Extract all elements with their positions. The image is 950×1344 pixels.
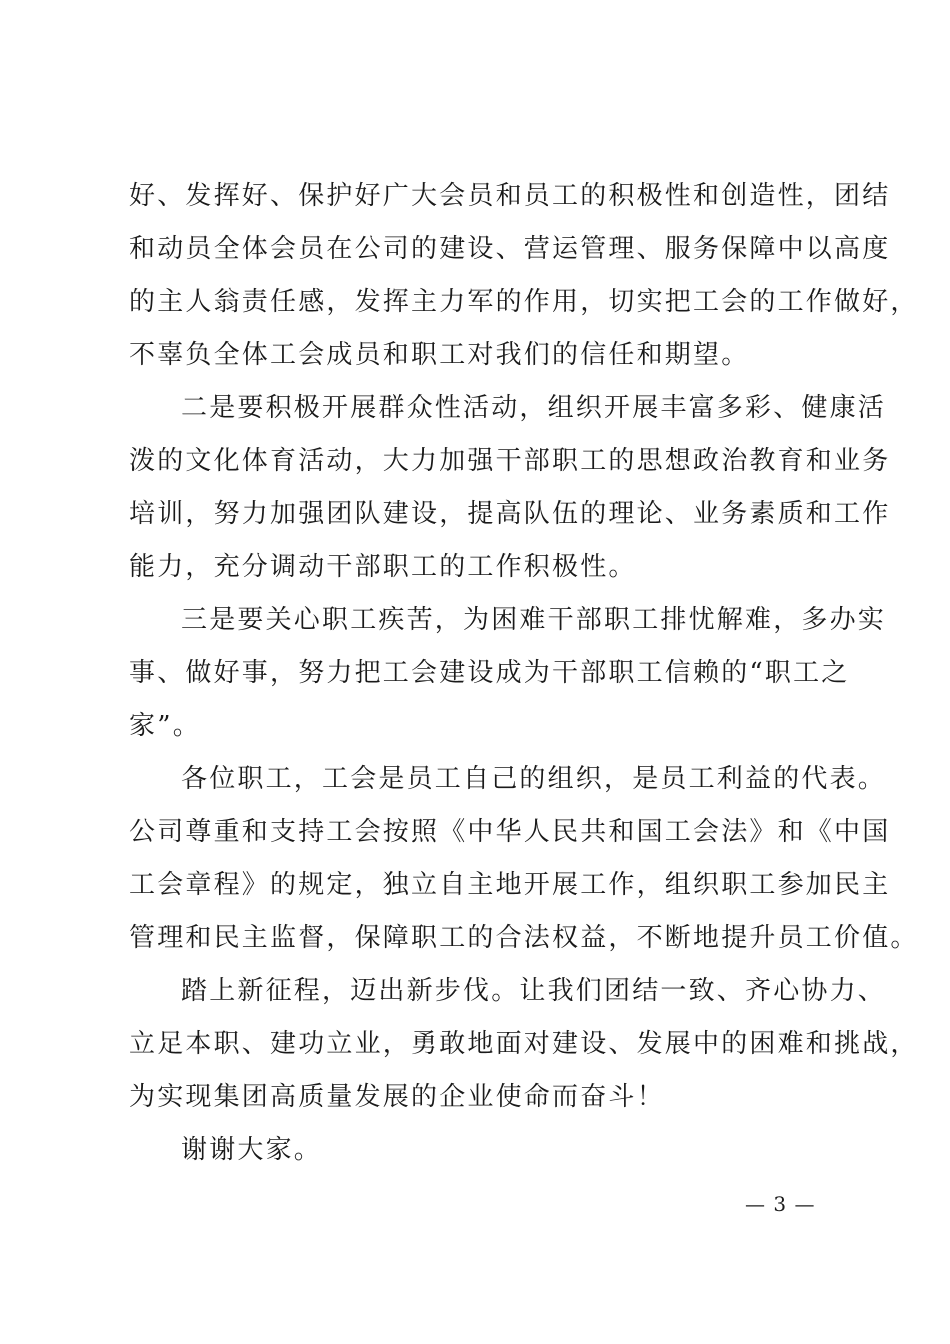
paragraph-4-line-4: 管理和民主监督，保障职工的合法权益，不断地提升员工价值。 (129, 923, 919, 953)
paragraph-1-line-2: 和动员全体会员在公司的建设、营运管理、服务保障中以高度 (129, 234, 891, 264)
paragraph-1-line-1: 好、发挥好、保护好广大会员和员工的积极性和创造性，团结 (129, 181, 891, 211)
paragraph-5-line-3: 为实现集团高质量发展的企业使命而奋斗！ (129, 1082, 665, 1112)
paragraph-3-line-2: 事、做好事，努力把工会建设成为干部职工信赖的“职工之 (129, 658, 850, 688)
paragraph-3-line-1: 三是要关心职工疾苦，为困难干部职工排忧解难，多办实 (181, 605, 887, 635)
paragraph-2-line-1: 二是要积极开展群众性活动，组织开展丰富多彩、健康活 (181, 393, 887, 423)
paragraph-4-line-1: 各位职工，工会是员工自己的组织，是员工利益的代表。 (181, 764, 887, 794)
paragraph-2-line-3: 培训，努力加强团队建设，提高队伍的理论、业务素质和工作 (129, 499, 891, 529)
paragraph-1-line-3: 的主人翁责任感，发挥主力军的作用，切实把工会的工作做好， (129, 287, 919, 317)
paragraph-2-line-4: 能力，充分调动干部职工的工作积极性。 (129, 552, 637, 582)
page-number: — 3 — (745, 1192, 816, 1216)
paragraph-5-line-2: 立足本职、建功立业，勇敢地面对建设、发展中的困难和挑战， (129, 1029, 919, 1059)
paragraph-3-line-3: 家”。 (129, 711, 201, 741)
paragraph-1-line-4: 不辜负全体工会成员和职工对我们的信任和期望。 (129, 340, 750, 370)
paragraph-4-line-2: 公司尊重和支持工会按照《中华人民共和国工会法》和《中国 (129, 817, 891, 847)
paragraph-5-line-1: 踏上新征程，迈出新步伐。让我们团结一致、齐心协力、 (181, 976, 887, 1006)
paragraph-2-line-2: 泼的文化体育活动，大力加强干部职工的思想政治教育和业务 (129, 446, 891, 476)
paragraph-6-line-1: 谢谢大家。 (181, 1135, 323, 1165)
paragraph-4-line-3: 工会章程》的规定，独立自主地开展工作，组织职工参加民主 (129, 870, 891, 900)
